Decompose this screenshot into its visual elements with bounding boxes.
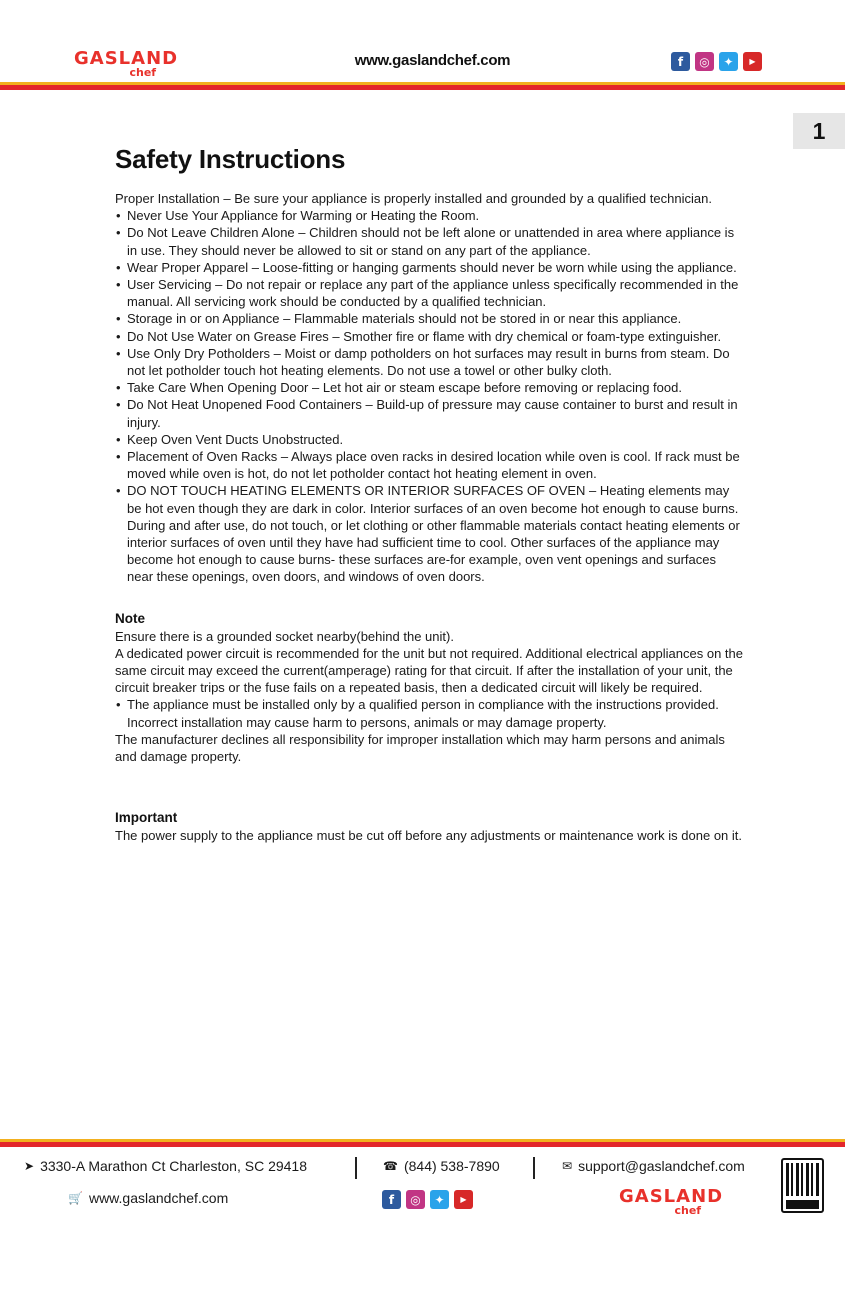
important-paragraph: The power supply to the appliance must be cut off before any adjustments or maintenance work is done on it. bbox=[115, 828, 743, 844]
footer-website bbox=[68, 1190, 228, 1206]
footer-phone bbox=[383, 1158, 500, 1174]
youtube-icon[interactable]: ▶ bbox=[454, 1190, 473, 1209]
list-item: • The appliance must be installed only by a qualified person in compliance with the instructions provided. Incorrect installation may cause harm to persons, animals or may damage property. bbox=[115, 696, 743, 730]
footer-stripe bbox=[0, 1139, 845, 1147]
brand-logo-sub: chef bbox=[674, 1204, 702, 1217]
page-number-tab: 1 bbox=[793, 113, 845, 149]
page-title: Safety Instructions bbox=[115, 144, 346, 174]
youtube-icon[interactable]: ▶ bbox=[743, 52, 762, 71]
list-item: • Storage in or on Appliance – Flammable materials should not be stored in or near this appliance. bbox=[115, 310, 743, 327]
list-item: • Do Not Leave Children Alone – Children should not be left alone or unattended in area where appliance is in use. They should never be allowed to sit or stand on any part of the appliance. bbox=[115, 224, 743, 258]
phone-icon: ☎ bbox=[383, 1159, 398, 1173]
safety-list bbox=[115, 207, 743, 585]
twitter-icon[interactable]: ✦ bbox=[430, 1190, 449, 1209]
note-paragraph: A dedicated power circuit is recommended for the unit but not required. Additional electrical appliances on the same circuit may exceed the current(amperage) rating for that circuit. If after the installation of your unit, the circuit breaker trips or the fuse fails on a repeated basis, then a dedicated circuit will likely be required. bbox=[115, 645, 743, 696]
brand-logo-main: GASLAND bbox=[619, 1186, 724, 1207]
qr-code-icon[interactable] bbox=[781, 1158, 824, 1213]
header-social-links bbox=[671, 52, 762, 71]
footer-brand-logo bbox=[619, 1188, 723, 1216]
location-arrow-icon: ➤ bbox=[24, 1159, 35, 1173]
note-paragraph: Ensure there is a grounded socket nearby(behind the unit). bbox=[115, 628, 454, 644]
important-heading: Important bbox=[115, 810, 178, 826]
brand-logo-sub: chef bbox=[129, 66, 157, 79]
footer-email bbox=[562, 1158, 745, 1174]
list-item: • DO NOT TOUCH HEATING ELEMENTS OR INTERIOR SURFACES OF OVEN – Heating elements may be hot even though they are dark in color. Interior surfaces of an oven become hot enough to cause burns. During and after use, do not touch, or let clothing or other flammable materials contact heating elements or interior surfaces of oven until they have had sufficient time to cool. Other surfaces of the appliance may become hot enough to cause burns- these surfaces are-for example, oven vent openings and surfaces near these openings, oven doors, and windows of oven doors. bbox=[115, 482, 743, 585]
list-item: • Take Care When Opening Door – Let hot air or steam escape before removing or replacing food. bbox=[115, 379, 743, 396]
footer-website-text[interactable]: www.gaslandchef.com bbox=[88, 1190, 229, 1206]
footer-divider bbox=[533, 1157, 535, 1179]
header-site-url[interactable]: www.gaslandchef.com bbox=[354, 52, 511, 69]
instagram-icon[interactable]: ◎ bbox=[406, 1190, 425, 1209]
cart-icon: 🛒 bbox=[68, 1191, 83, 1205]
footer-address bbox=[24, 1158, 307, 1174]
facebook-icon[interactable]: f bbox=[382, 1190, 401, 1209]
list-item: • Do Not Use Water on Grease Fires – Smother fire or flame with dry chemical or foam-type extinguisher. bbox=[115, 328, 743, 345]
footer-email-text[interactable]: support@gaslandchef.com bbox=[578, 1158, 745, 1174]
footer-social-links bbox=[382, 1190, 473, 1209]
list-item: • Placement of Oven Racks – Always place oven racks in desired location while oven is cool. If rack must be moved while oven is hot, do not let potholder contact hot heating element in oven. bbox=[115, 448, 743, 482]
main-content bbox=[115, 142, 743, 845]
note-section bbox=[115, 610, 743, 766]
list-item: • User Servicing – Do not repair or replace any part of the appliance unless specifically recommended in the manual. All servicing work should be conducted by a qualified technician. bbox=[115, 276, 743, 310]
footer-address-text: 3330-A Marathon Ct Charleston, SC 29418 bbox=[40, 1158, 307, 1174]
instagram-icon[interactable]: ◎ bbox=[695, 52, 714, 71]
note-paragraph: The manufacturer declines all responsibility for improper installation which may harm persons and animals and damage property. bbox=[115, 731, 725, 765]
footer-phone-text[interactable]: (844) 538-7890 bbox=[403, 1158, 500, 1174]
note-list bbox=[115, 696, 743, 730]
brand-logo-main: GASLAND bbox=[74, 48, 179, 69]
safety-intro: Proper Installation – Be sure your appliance is properly installed and grounded by a qualified technician. bbox=[115, 191, 712, 206]
page-header bbox=[0, 0, 845, 90]
list-item: • Keep Oven Vent Ducts Unobstructed. bbox=[115, 431, 743, 448]
list-item: • Wear Proper Apparel – Loose-fitting or hanging garments should never be worn while using the appliance. bbox=[115, 259, 743, 276]
note-heading: Note bbox=[115, 610, 145, 626]
header-stripe bbox=[0, 82, 845, 90]
list-item: • Do Not Heat Unopened Food Containers – Build-up of pressure may cause container to burst and result in injury. bbox=[115, 396, 743, 430]
list-item: • Use Only Dry Potholders – Moist or damp potholders on hot surfaces may result in burns from steam. Do not let potholder touch hot heating elements. Do not use a towel or other bulky cloth. bbox=[115, 345, 743, 379]
footer-divider bbox=[355, 1157, 357, 1179]
list-item: • Never Use Your Appliance for Warming or Heating the Room. bbox=[115, 207, 743, 224]
important-section bbox=[115, 809, 743, 844]
facebook-icon[interactable]: f bbox=[671, 52, 690, 71]
twitter-icon[interactable]: ✦ bbox=[719, 52, 738, 71]
mail-icon: ✉ bbox=[562, 1159, 573, 1173]
brand-logo bbox=[74, 50, 178, 78]
